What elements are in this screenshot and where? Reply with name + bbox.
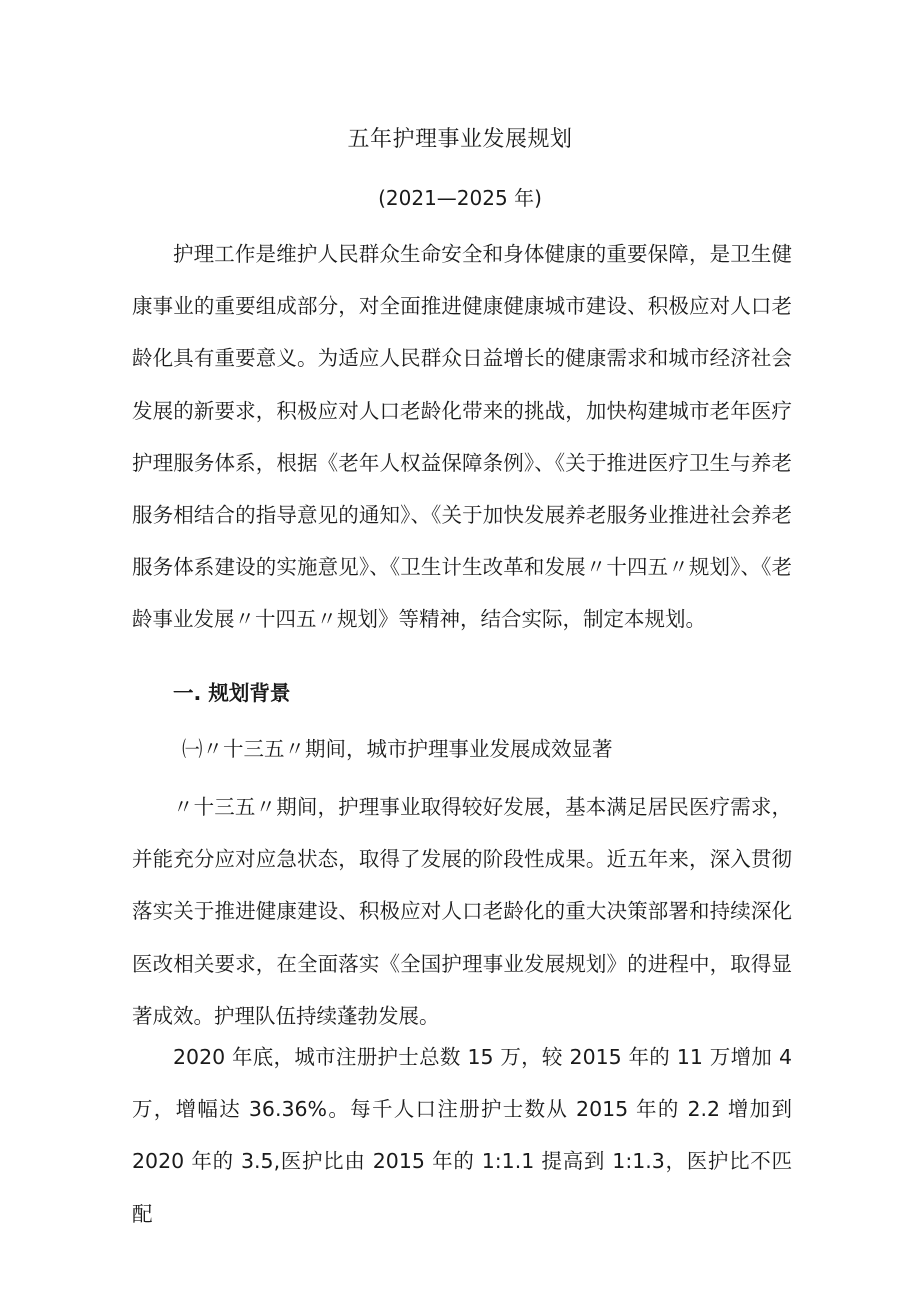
- statistics-paragraph: 2020 年底，城市注册护士总数 15 万，较 2015 年的 11 万增加 4 万，增幅达 36.36%。每千人口注册护士数从 2015 年的 2.2 增加到 2020 年的 3.5,医护比由 2015 年的 1:1.1 提高到 1:1.3，医护比不匹配: [132, 1045, 792, 1226]
- intro-paragraph: 护理工作是维护人民群众生命安全和身体健康的重要保障，是卫生健康事业的重要组成部分，对全面推进健康健康城市建设、积极应对人口老龄化具有重要意义。为适应人民群众日益增长的健康需求和城市经济社会发展的新要求，积极应对人口老龄化带来的挑战，加快构建城市老年医疗护理服务体系，根据《老年人权益保障条例》、《关于推进医疗卫生与养老服务相结合的指导意见的通知》、《关于加快发展养老服务业推进社会养老服务体系建设的实施意见》、《卫生计生改革和发展〃十四五〃规划》、《老龄事业发展〃十四五〃规划》等精神，结合实际，制定本规划。: [132, 242, 792, 632]
- document-title: 五年护理事业发展规划: [347, 127, 573, 152]
- achievements-paragraph: 〃十三五〃期间，护理事业取得较好发展，基本满足居民医疗需求，并能充分应对应急状态，取得了发展的阶段性成果。近五年来，深入贯彻落实关于推进健康建设、积极应对人口老龄化的重大决策部署和持续深化医改相关要求，在全面落实《全国护理事业发展规划》的进程中，取得显著成效。护理队伍持续蓬勃发展。: [132, 795, 792, 1028]
- section-heading: 一. 规划背景: [173, 681, 291, 705]
- document-subtitle: (2021—2025 年): [378, 186, 542, 210]
- subsection-heading: ㈠〃十三五〃期间，城市护理事业发展成效显著: [182, 737, 613, 761]
